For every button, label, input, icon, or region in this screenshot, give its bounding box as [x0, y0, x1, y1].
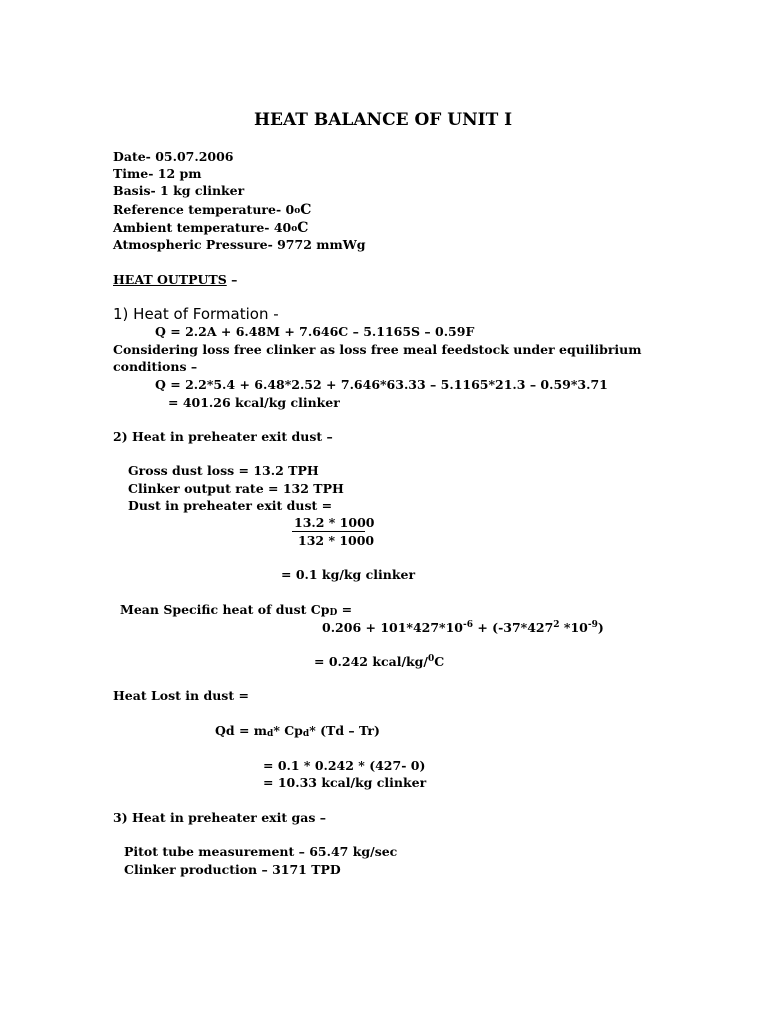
heat-of-formation-heading: 1) Heat of Formation -: [113, 305, 279, 323]
atmospheric-pressure-line: Atmospheric Pressure- 9772 mmWg: [113, 237, 366, 252]
mean-specific-heat-line: Mean Specific heat of dust CpD =: [120, 602, 353, 618]
heat-outputs-heading: HEAT OUTPUTS –: [113, 272, 238, 287]
heat-lost-in-dust-line: Heat Lost in dust =: [113, 688, 249, 703]
gross-dust-loss-line: Gross dust loss = 13.2 TPH: [128, 463, 319, 478]
qd-formula: Qd = md* Cpd* (Td – Tr): [215, 723, 380, 739]
specific-heat-expression: $0.206 + 101*427*10^{-6} + (-37*427^2$ $*10^{-9}$): [322, 620, 604, 635]
formation-substitution: Q = 2.2*5.4 + 6.48*2.52 + 7.646*63.33 – 5.1165*21.3 – 0.59*3.71: [155, 377, 608, 392]
dust-ratio-result: = 0.1 kg/kg clinker: [281, 567, 416, 582]
qd-substitution: = 0.1 * 0.242 * (427- 0): [263, 758, 426, 773]
page-title: HEAT BALANCE OF UNIT I: [254, 110, 513, 130]
reference-temperature-line: Reference temperature- 0oC: [113, 202, 312, 218]
considering-text-line-2: conditions –: [113, 359, 198, 374]
clinker-production-line: Clinker production – 3171 TPD: [124, 862, 341, 877]
fraction-denominator: 132 * 1000: [298, 533, 375, 548]
qd-result: = 10.33 kcal/kg clinker: [263, 775, 427, 790]
date-line: Date- 05.07.2006: [113, 149, 234, 164]
basis-line: Basis- 1 kg clinker: [113, 183, 245, 198]
ambient-temperature-line: Ambient temperature- 40oC: [113, 220, 309, 236]
formation-result: = 401.26 kcal/kg clinker: [168, 395, 340, 410]
considering-text-line-1: Considering loss free clinker as loss free meal feedstock under equilibrium: [113, 342, 642, 357]
exit-gas-heading: 3) Heat in preheater exit gas –: [113, 810, 326, 825]
clinker-output-rate-line: Clinker output rate = 132 TPH: [128, 481, 344, 496]
time-line: Time- 12 pm: [113, 166, 202, 181]
fraction-numerator: 13.2 * 1000: [294, 515, 375, 530]
formation-formula: Q = 2.2A + 6.48M + 7.646C – 5.1165S – 0.59F: [155, 324, 475, 339]
specific-heat-result: = 0.242 kcal/kg/$^0$C: [314, 654, 445, 669]
exit-dust-heading: 2) Heat in preheater exit dust –: [113, 429, 333, 444]
pitot-tube-line: Pitot tube measurement – 65.47 kg/sec: [124, 844, 398, 859]
fraction-bar: [292, 531, 365, 532]
dust-in-exit-dust-line: Dust in preheater exit dust =: [128, 498, 333, 513]
